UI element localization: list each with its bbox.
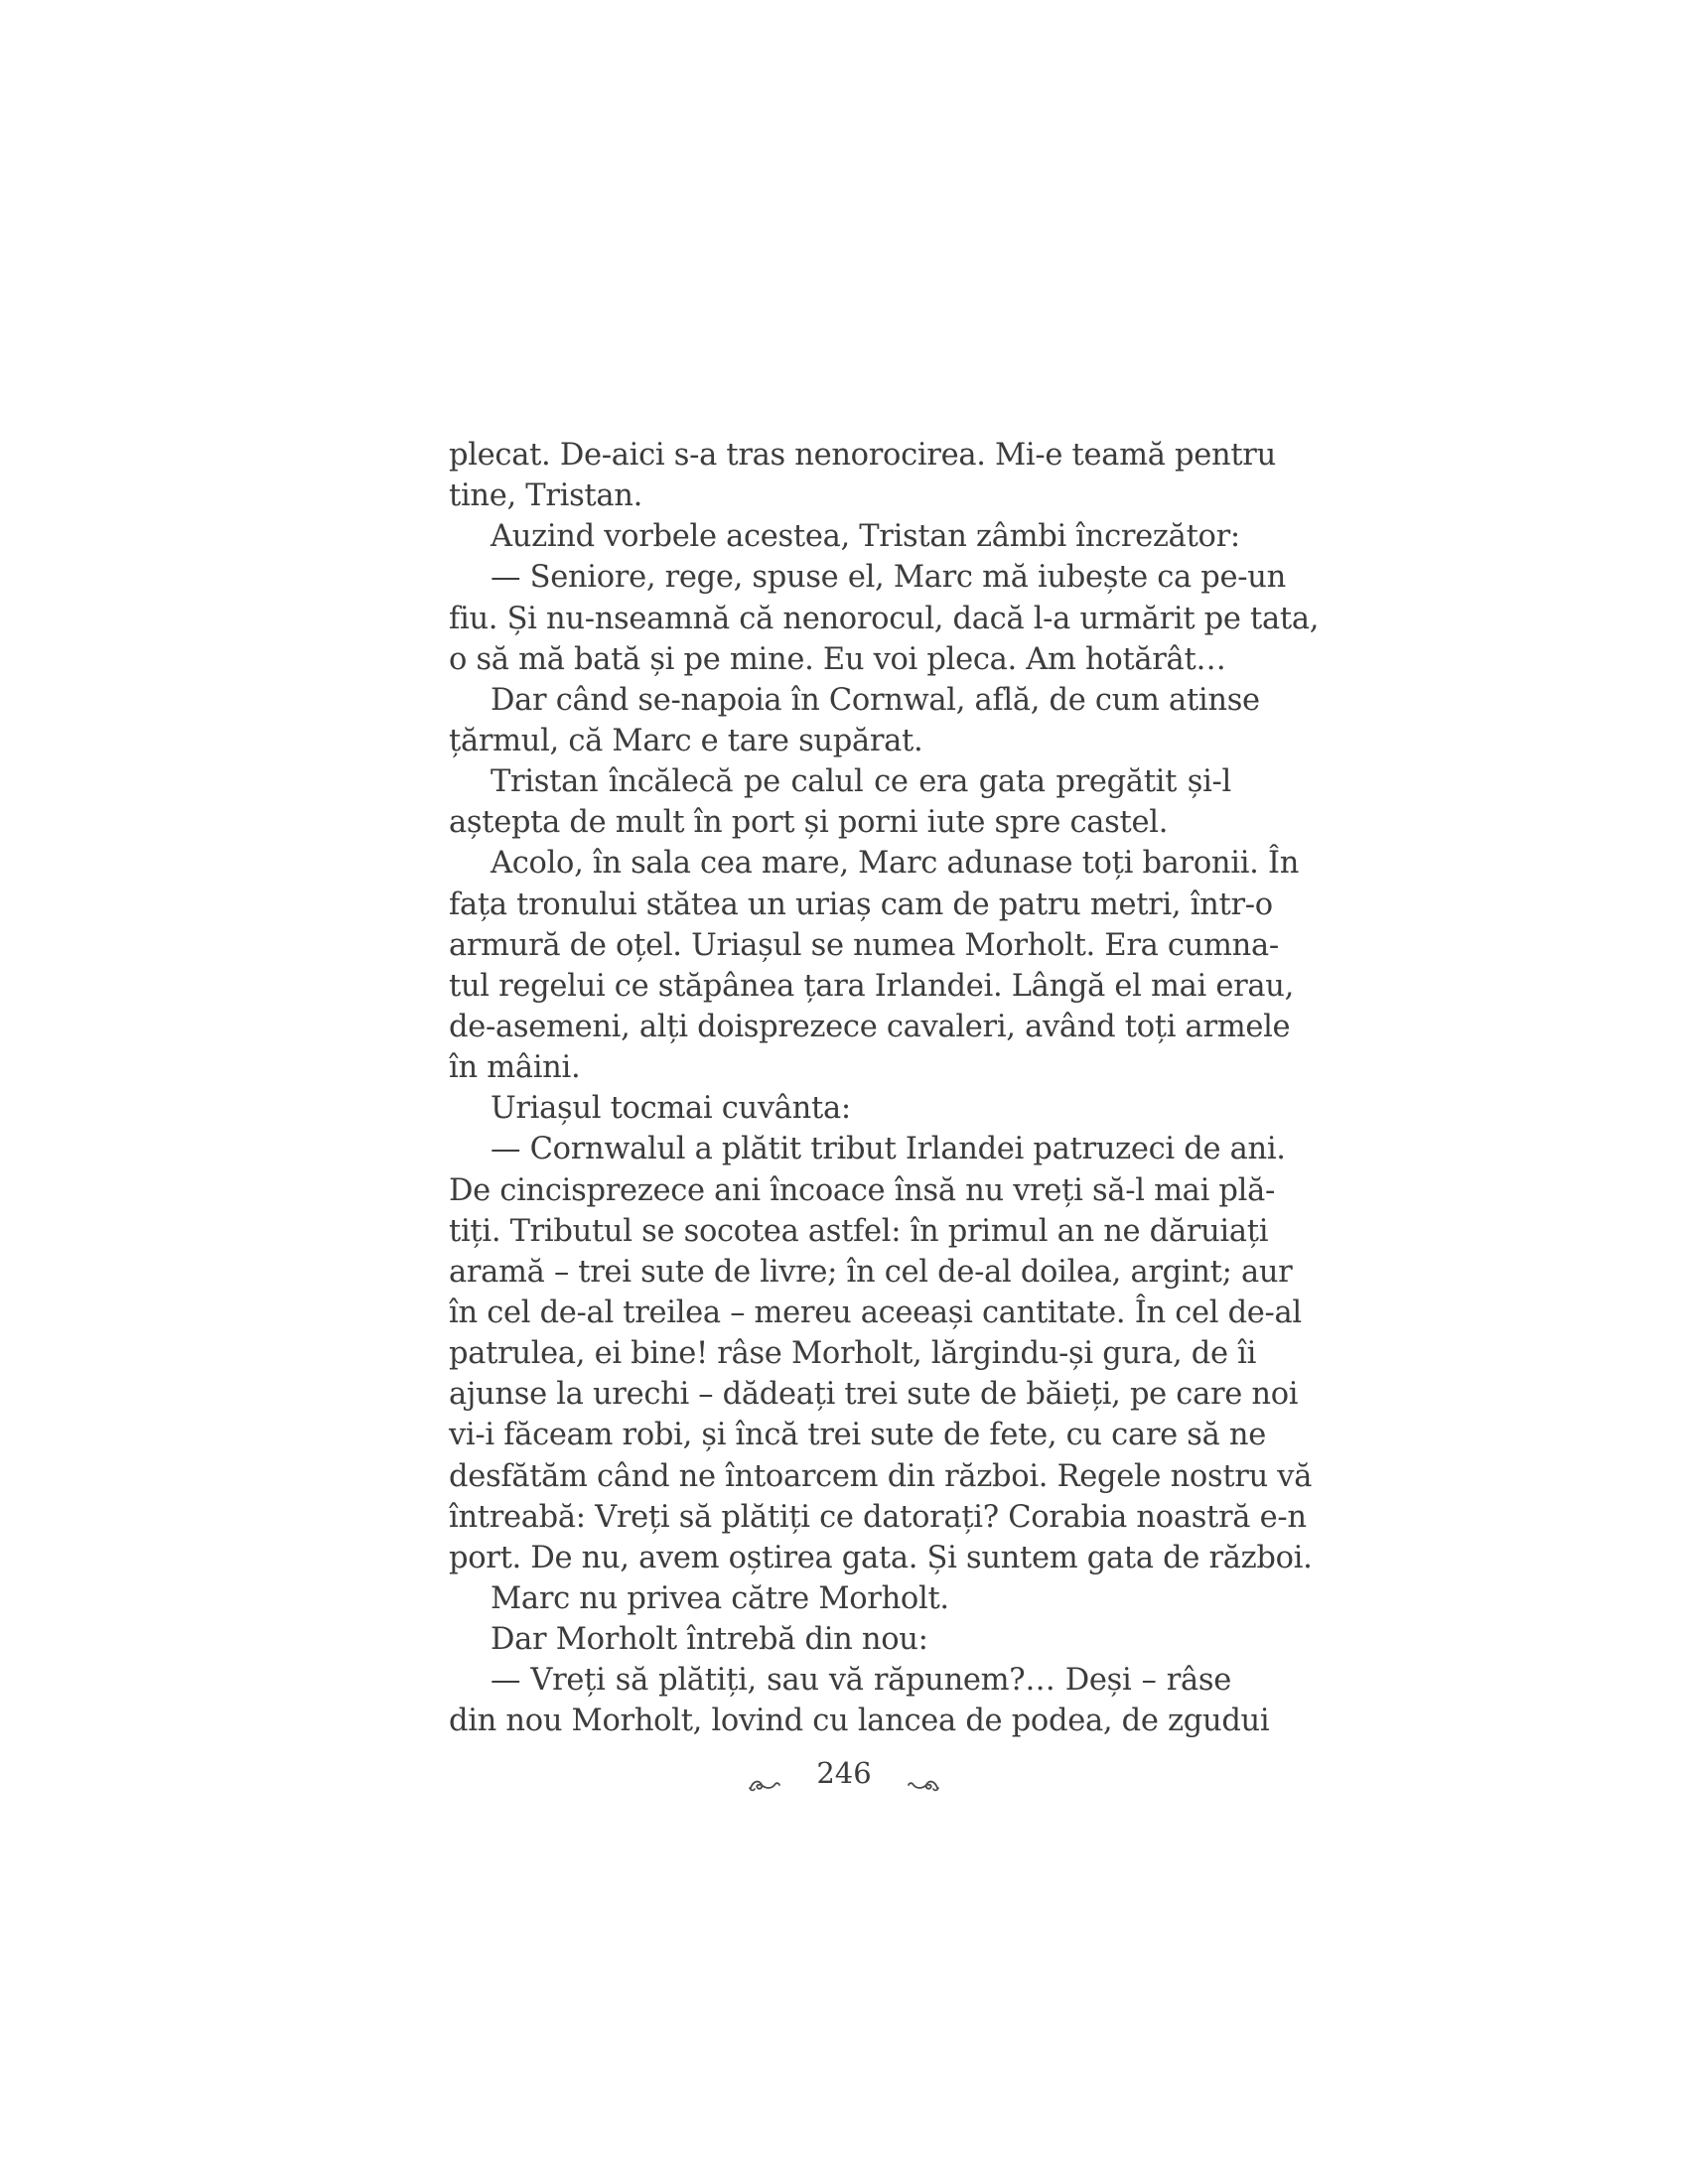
page-body-text [449,435,1320,1742]
text-line: tiți. Tributul se socotea astfel: în primul an ne dăruiați [449,1213,1269,1249]
text-line: aștepta de mult în port și porni iute spre castel. [449,805,1169,841]
text-line: Uriașul tocmai cuvânta: [491,1091,851,1127]
text-line: Dar Morholt întrebă din nou: [491,1622,928,1658]
text-line: — Seniore, rege, spuse el, Marc mă iubește ca pe-un [491,560,1286,596]
text-line: desfătăm când ne întoarcem din război. Regele nostru vă [449,1458,1313,1494]
text-line: ajunse la urechi – dădeați trei sute de băieți, pe care noi [449,1377,1299,1413]
text-line: — Cornwalul a plătit tribut Irlandei patruzeci de ani. [491,1132,1286,1167]
text-line: aramă – trei sute de livre; în cel de-al doilea, argint; aur [449,1254,1293,1290]
right-fleuron-icon [907,1764,940,1782]
text-line: țărmul, că Marc e tare supărat. [449,723,923,758]
text-line: — Vreți să plătiți, sau vă răpunem?… Deși – râse [491,1663,1231,1699]
text-line: în mâini. [449,1050,581,1086]
text-line: Auzind vorbele acestea, Tristan zâmbi încrezător: [491,519,1240,555]
text-line: tul regelui ce stăpânea țara Irlandei. Lângă el mai erau, [449,968,1295,1004]
text-line: fața tronului stătea un uriaș cam de patru metri, într-o [449,887,1273,922]
text-line: tine, Tristan. [449,478,643,514]
text-line: o să mă bată și pe mine. Eu voi pleca. Am hotărât… [449,641,1226,677]
text-line: de-asemeni, alți doisprezece cavaleri, având toți armele [449,1009,1291,1044]
text-line: Tristan încălecă pe calul ce era gata pregătit și-l [491,764,1231,800]
page-footer [0,1751,1688,1793]
left-fleuron-icon [748,1764,781,1782]
text-line: plecat. De-aici s-a tras nenorocirea. Mi-e teamă pentru [449,438,1276,473]
text-line: în cel de-al treilea – mereu aceeași cantitate. În cel de-al [449,1295,1302,1330]
text-line: Dar când se-napoia în Cornwal, află, de cum atinse [491,682,1260,718]
text-line: vi-i făceam robi, și încă trei sute de fete, cu care să ne [449,1418,1266,1453]
text-line: patrulea, ei bine! râse Morholt, lărgindu-și gura, de îi [449,1336,1257,1372]
text-line: armură de oțel. Uriașul se numea Morholt. Era cumna- [449,927,1279,963]
text-line: din nou Morholt, lovind cu lancea de podea, de zgudui [449,1704,1270,1739]
text-line: fiu. Și nu-nseamnă că nenorocul, dacă l-a urmărit pe tata, [449,601,1320,636]
text-line: port. De nu, avem oștirea gata. Și suntem gata de război. [449,1540,1313,1575]
text-line: întreabă: Vreți să plătiți ce datorați? Corabia noastră e-n [449,1499,1307,1535]
text-line: Marc nu privea către Morholt. [491,1580,949,1616]
text-line: De cincisprezece ani încoace însă nu vreți să-l mai plă- [449,1172,1275,1208]
page-number: 246 [816,1756,872,1790]
text-line: Acolo, în sala cea mare, Marc adunase toți baronii. În [491,846,1300,882]
